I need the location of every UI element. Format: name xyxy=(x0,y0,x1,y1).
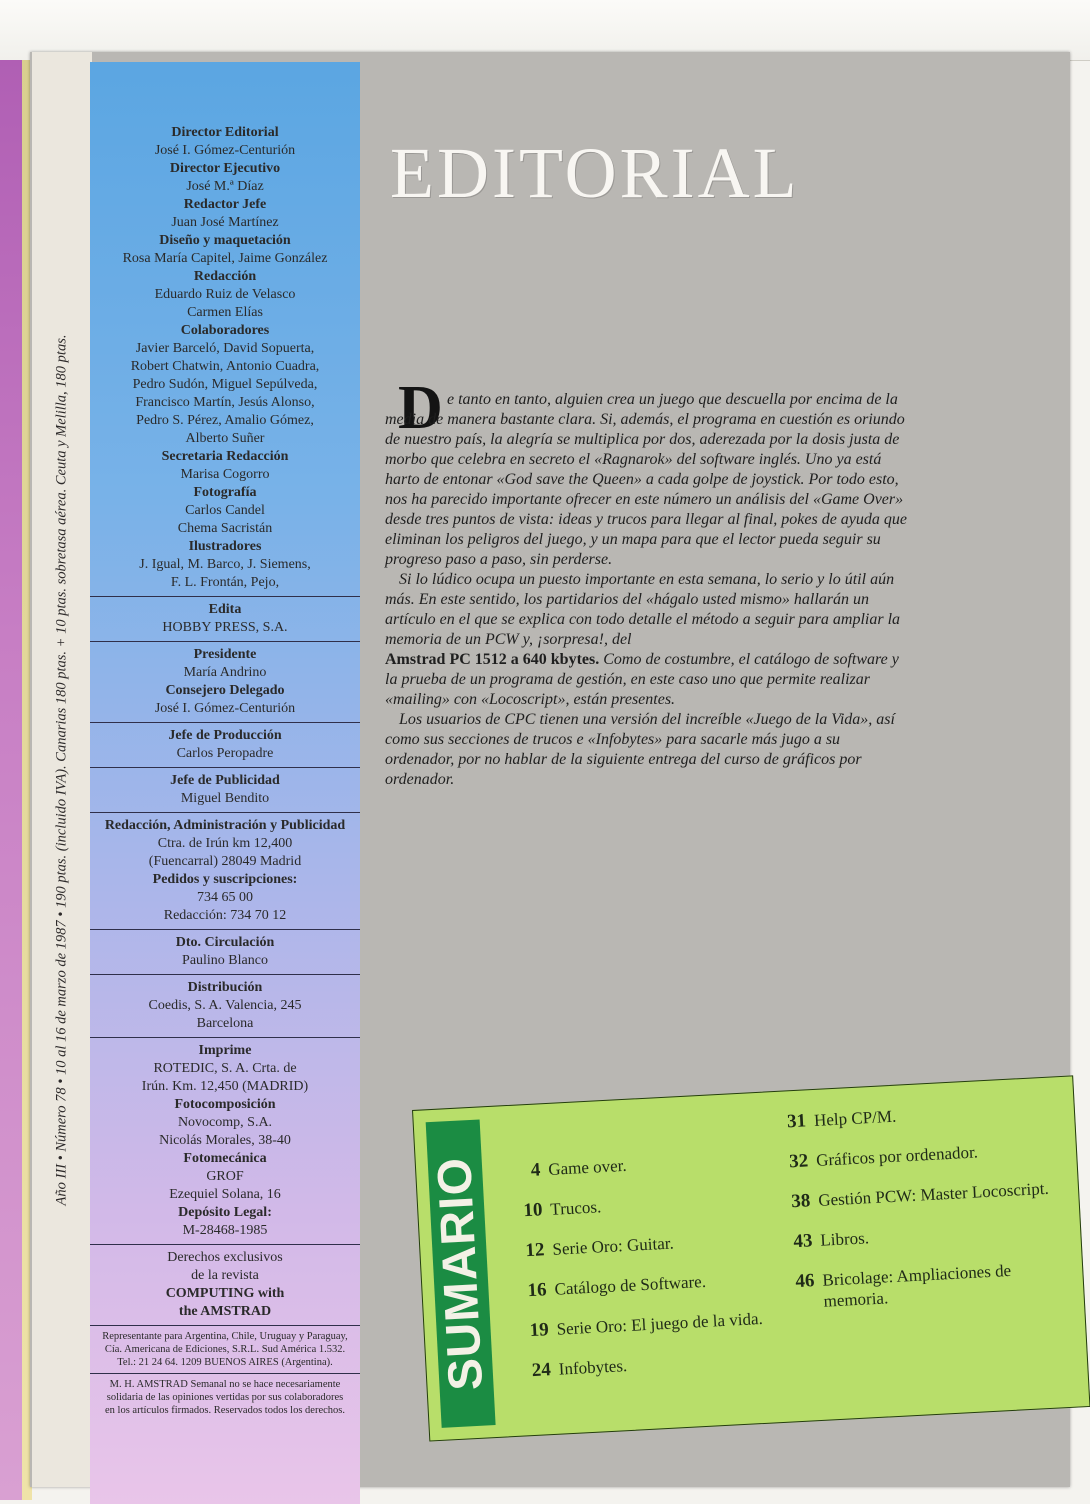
credit-name: Paulino Blanco xyxy=(182,953,268,968)
credit-block xyxy=(90,484,360,538)
editorial-paragraph xyxy=(385,570,910,710)
sumario-item xyxy=(500,1186,801,1223)
sumario-title: Gestión PCW: Master Locoscript. xyxy=(817,1178,1050,1210)
sumario-title: Libros. xyxy=(819,1228,870,1250)
credit-separator xyxy=(90,1325,360,1326)
credit-block xyxy=(90,1249,360,1321)
sumario-item xyxy=(770,1217,1061,1253)
credit-separator xyxy=(90,767,360,768)
editorial-paragraph xyxy=(385,390,910,570)
paragraph-text: Los usuarios de CPC tienen una versión del increíble «Juego de la Vida», así como sus secciones de trucos e «Infobytes» para sacarle más jugo a su ordenador, por no hablar de la siguiente entrega del curso de gráficos por ordenador. xyxy=(385,711,895,788)
credit-role: Edita xyxy=(208,602,242,617)
credit-publication: the AMSTRAD xyxy=(178,1304,272,1319)
credit-block xyxy=(90,934,360,970)
credits-column xyxy=(90,62,360,1504)
sumario-label-text: SUMARIO xyxy=(428,1155,494,1392)
sumario-page-number: 10 xyxy=(522,1199,543,1222)
credit-name: J. Igual, M. Barco, J. Siemens, xyxy=(139,557,311,572)
credit-role: Diseño y maquetación xyxy=(159,233,291,248)
sumario-title: Gráficos por ordenador. xyxy=(815,1142,979,1170)
credit-name: GROF xyxy=(206,1169,244,1184)
credit-block xyxy=(90,979,360,1033)
credit-block xyxy=(90,1330,360,1369)
sumario-right-column xyxy=(764,1097,1065,1333)
credit-name: Carlos Candel xyxy=(185,503,265,518)
credit-name: José I. Gómez-Centurión xyxy=(154,143,296,158)
credit-name: Juan José Martínez xyxy=(171,215,279,230)
credit-block xyxy=(90,646,360,682)
credit-role: Depósito Legal: xyxy=(178,1205,272,1220)
credit-block xyxy=(90,538,360,592)
paragraph-text: e tanto en tanto, alguien crea un juego que descuella por encima de la media de manera bastante clara. Si, además, el programa en cuestión es oriundo de nuestro país, la alegría se multiplica por dos, aderezada por la dosis justa de morbo que celebra en secreto el «Ragnarok» del software inglés. Uno ya está harto de entonar «God save the Queen» a cada golpe de joystick. Por todo esto, nos ha parecido importante ofrecer en este número un análisis del «Game Over» desde tres puntos de vista: ideas y trucos para llegar al final, pokes de ayuda que eliminan los peligros del juego, y un mapa para que el lector pueda seguir su progreso paso a paso, sin perderse. xyxy=(385,391,907,568)
credit-block xyxy=(90,196,360,232)
credit-name: Carmen Elías xyxy=(187,305,263,320)
sumario-label xyxy=(426,1119,496,1427)
credit-name: Robert Chatwin, Antonio Cuadra, xyxy=(130,359,320,374)
credit-name: José I. Gómez-Centurión xyxy=(154,701,296,716)
issue-info-text: Año III • Número 78 • 10 al 16 de marzo de 1987 • 190 ptas. (incluido IVA). Canarias 180 ptas. + 10 ptas. sobretasa aérea. Ceuta y Melilla, 180 ptas. xyxy=(53,334,70,1205)
credit-role: Fotografía xyxy=(193,485,257,500)
credit-name: Francisco Martín, Jesús Alonso, xyxy=(135,395,315,410)
credit-name: Eduardo Ruiz de Velasco xyxy=(154,287,296,302)
credit-block xyxy=(90,160,360,196)
sumario-item xyxy=(768,1177,1059,1213)
sumario-page-number: 46 xyxy=(794,1270,816,1293)
credit-block xyxy=(90,1096,360,1150)
sumario-left-column xyxy=(498,1146,810,1401)
credit-name: HOBBY PRESS, S.A. xyxy=(162,620,288,635)
credit-separator xyxy=(90,974,360,975)
sumario-item xyxy=(764,1097,1055,1133)
sumario-page-number: 24 xyxy=(531,1359,552,1382)
credit-name: Irún. Km. 12,450 (MADRID) xyxy=(141,1079,309,1094)
editorial-paragraph xyxy=(385,710,910,790)
credit-role: Colaboradores xyxy=(180,323,270,338)
sumario-page-number: 38 xyxy=(790,1190,811,1213)
credit-block xyxy=(90,268,360,322)
credit-name: (Fuencarral) 28049 Madrid xyxy=(148,854,302,869)
sumario-title: Help CP/M. xyxy=(813,1106,897,1130)
sumario-page-number: 4 xyxy=(530,1159,541,1181)
credit-name: Pedro S. Pérez, Amalio Gómez, xyxy=(136,413,314,428)
credit-role: Redacción, Administración y Publicidad xyxy=(104,818,346,833)
sumario-title: Trucos. xyxy=(549,1197,602,1219)
credit-separator xyxy=(90,641,360,642)
sumario-title: Serie Oro: Guitar. xyxy=(551,1233,675,1259)
credit-separator xyxy=(90,1373,360,1374)
credit-block xyxy=(90,601,360,637)
magazine-page xyxy=(30,52,1070,1487)
credit-block xyxy=(90,1204,360,1240)
credit-name: Alberto Suñer xyxy=(185,431,265,446)
paragraph-text: Como de costumbre, el catálogo de software y la prueba de un programa de gestión, en este caso uno que permite realizar «mailing» con «Locoscript», están presentes. xyxy=(385,651,899,708)
credit-name: Pedro Sudón, Miguel Sepúlveda, xyxy=(132,377,318,392)
credit-block xyxy=(90,1378,360,1417)
credit-name: Ctra. de Irún km 12,400 xyxy=(157,836,293,851)
credit-block xyxy=(90,871,360,925)
credit-role: Secretaria Redacción xyxy=(161,449,289,464)
sumario-item xyxy=(504,1266,805,1303)
credit-fineprint: Representante para Argentina, Chile, Uruguay y Paraguay, Cía. Americana de Ediciones, S.R.L. Sud América 1.532. Tel.: 21 24 64. 1209 BUENOS AIRES (Argentina). xyxy=(102,1331,348,1368)
credit-name: Ezequiel Solana, 16 xyxy=(169,1187,281,1202)
credit-block xyxy=(90,124,360,160)
sumario-page-number: 19 xyxy=(529,1319,550,1342)
credit-block xyxy=(90,448,360,484)
credit-role: Redacción xyxy=(193,269,257,284)
credit-role: Pedidos y suscripciones: xyxy=(152,872,298,887)
credit-block xyxy=(90,322,360,448)
paragraph-bold-text: Amstrad PC 1512 a 640 kbytes. xyxy=(385,651,600,668)
paragraph-text: Si lo lúdico ocupa un puesto importante en esta semana, lo serio y lo útil aún más. En este sentido, los partidarios del «hágalo usted mismo» hallarán un artículo en el que se explica con todo detalle el método a seguir para ampliar la memoria de un PCW y, ¡sorpresa!, del xyxy=(385,571,901,648)
credit-separator xyxy=(90,1244,360,1245)
credit-name: 734 65 00 xyxy=(197,890,253,905)
sumario-box xyxy=(412,1075,1090,1469)
sumario-page-number: 31 xyxy=(786,1110,807,1133)
editorial-body xyxy=(385,390,910,790)
sumario-title: Catálogo de Software. xyxy=(554,1271,707,1299)
sumario-item xyxy=(498,1146,799,1183)
sumario-item xyxy=(766,1137,1057,1173)
credit-separator xyxy=(90,722,360,723)
credit-role: Director Editorial xyxy=(171,125,279,140)
credit-role: Dto. Circulación xyxy=(175,935,275,950)
credit-block xyxy=(90,682,360,718)
credit-name: María Andrino xyxy=(183,665,267,680)
sumario-page-number: 32 xyxy=(788,1150,809,1173)
credit-role: Fotomecánica xyxy=(183,1151,267,1166)
credit-block xyxy=(90,772,360,808)
credit-role: Ilustradores xyxy=(188,539,262,554)
credit-name: Marisa Cogorro xyxy=(180,467,270,482)
credit-block xyxy=(90,232,360,268)
credit-publication: COMPUTING with xyxy=(165,1286,285,1301)
sumario-title: Game over. xyxy=(547,1155,628,1179)
credit-name: Novocomp, S.A. xyxy=(177,1115,273,1130)
credit-name: Derechos exclusivos xyxy=(167,1250,283,1265)
credit-name: M-28468-1985 xyxy=(182,1223,268,1238)
credit-role: Distribución xyxy=(187,980,263,995)
credit-name: Nicolás Morales, 38-40 xyxy=(159,1133,291,1148)
sumario-item xyxy=(502,1226,803,1263)
credit-block xyxy=(90,727,360,763)
credit-role: Imprime xyxy=(198,1043,252,1058)
credit-role: Fotocomposición xyxy=(174,1097,276,1112)
credit-role: Jefe de Producción xyxy=(168,728,282,743)
credit-separator xyxy=(90,929,360,930)
credit-name: F. L. Frontán, Pejo, xyxy=(170,575,280,590)
credit-name: ROTEDIC, S. A. Crta. de xyxy=(153,1061,297,1076)
credit-name: Redacción: 734 70 12 xyxy=(163,908,287,923)
credit-role: Director Ejecutivo xyxy=(169,161,281,176)
credit-fineprint: M. H. AMSTRAD Semanal no se hace necesariamente solidaria de las opiniones vertidas por sus colaboradores en los artículos firmados. Reservados todos los derechos. xyxy=(105,1379,345,1416)
sumario-page-number: 43 xyxy=(792,1230,813,1253)
sumario-title: Infobytes. xyxy=(558,1356,628,1379)
credit-name: Miguel Bendito xyxy=(180,791,270,806)
credit-role: Presidente xyxy=(193,647,257,662)
dropcap: D xyxy=(398,374,443,442)
sumario-title: Serie Oro: El juego de la vida. xyxy=(556,1308,764,1339)
credit-name: Javier Barceló, David Sopuerta, xyxy=(135,341,315,356)
credit-name: José M.ª Díaz xyxy=(186,179,264,194)
credit-name: de la revista xyxy=(191,1268,259,1283)
sumario-item xyxy=(508,1346,809,1383)
sumario-item xyxy=(506,1306,807,1343)
credit-role: Redactor Jefe xyxy=(183,197,267,212)
issue-info-strip xyxy=(32,52,92,1487)
credit-name: Carlos Peropadre xyxy=(176,746,274,761)
sumario-item xyxy=(772,1257,1064,1314)
credit-name: Rosa María Capitel, Jaime González xyxy=(122,251,328,266)
credit-block xyxy=(90,1150,360,1204)
sumario-page-number: 12 xyxy=(524,1239,546,1262)
credit-name: Barcelona xyxy=(196,1016,254,1031)
credit-separator xyxy=(90,812,360,813)
sumario-title: Bricolage: Ampliaciones de memoria. xyxy=(821,1260,1012,1311)
credit-separator xyxy=(90,1037,360,1038)
sumario-panel xyxy=(412,1075,1090,1441)
credit-name: Coedis, S. A. Valencia, 245 xyxy=(148,998,302,1013)
credit-name: Chema Sacristán xyxy=(177,521,273,536)
credit-role: Jefe de Publicidad xyxy=(170,773,280,788)
credit-separator xyxy=(90,596,360,597)
editorial-title: EDITORIAL xyxy=(390,133,800,213)
sumario-page-number: 16 xyxy=(527,1279,548,1302)
credit-block xyxy=(90,1042,360,1096)
credit-block xyxy=(90,817,360,871)
credit-role: Consejero Delegado xyxy=(165,683,285,698)
